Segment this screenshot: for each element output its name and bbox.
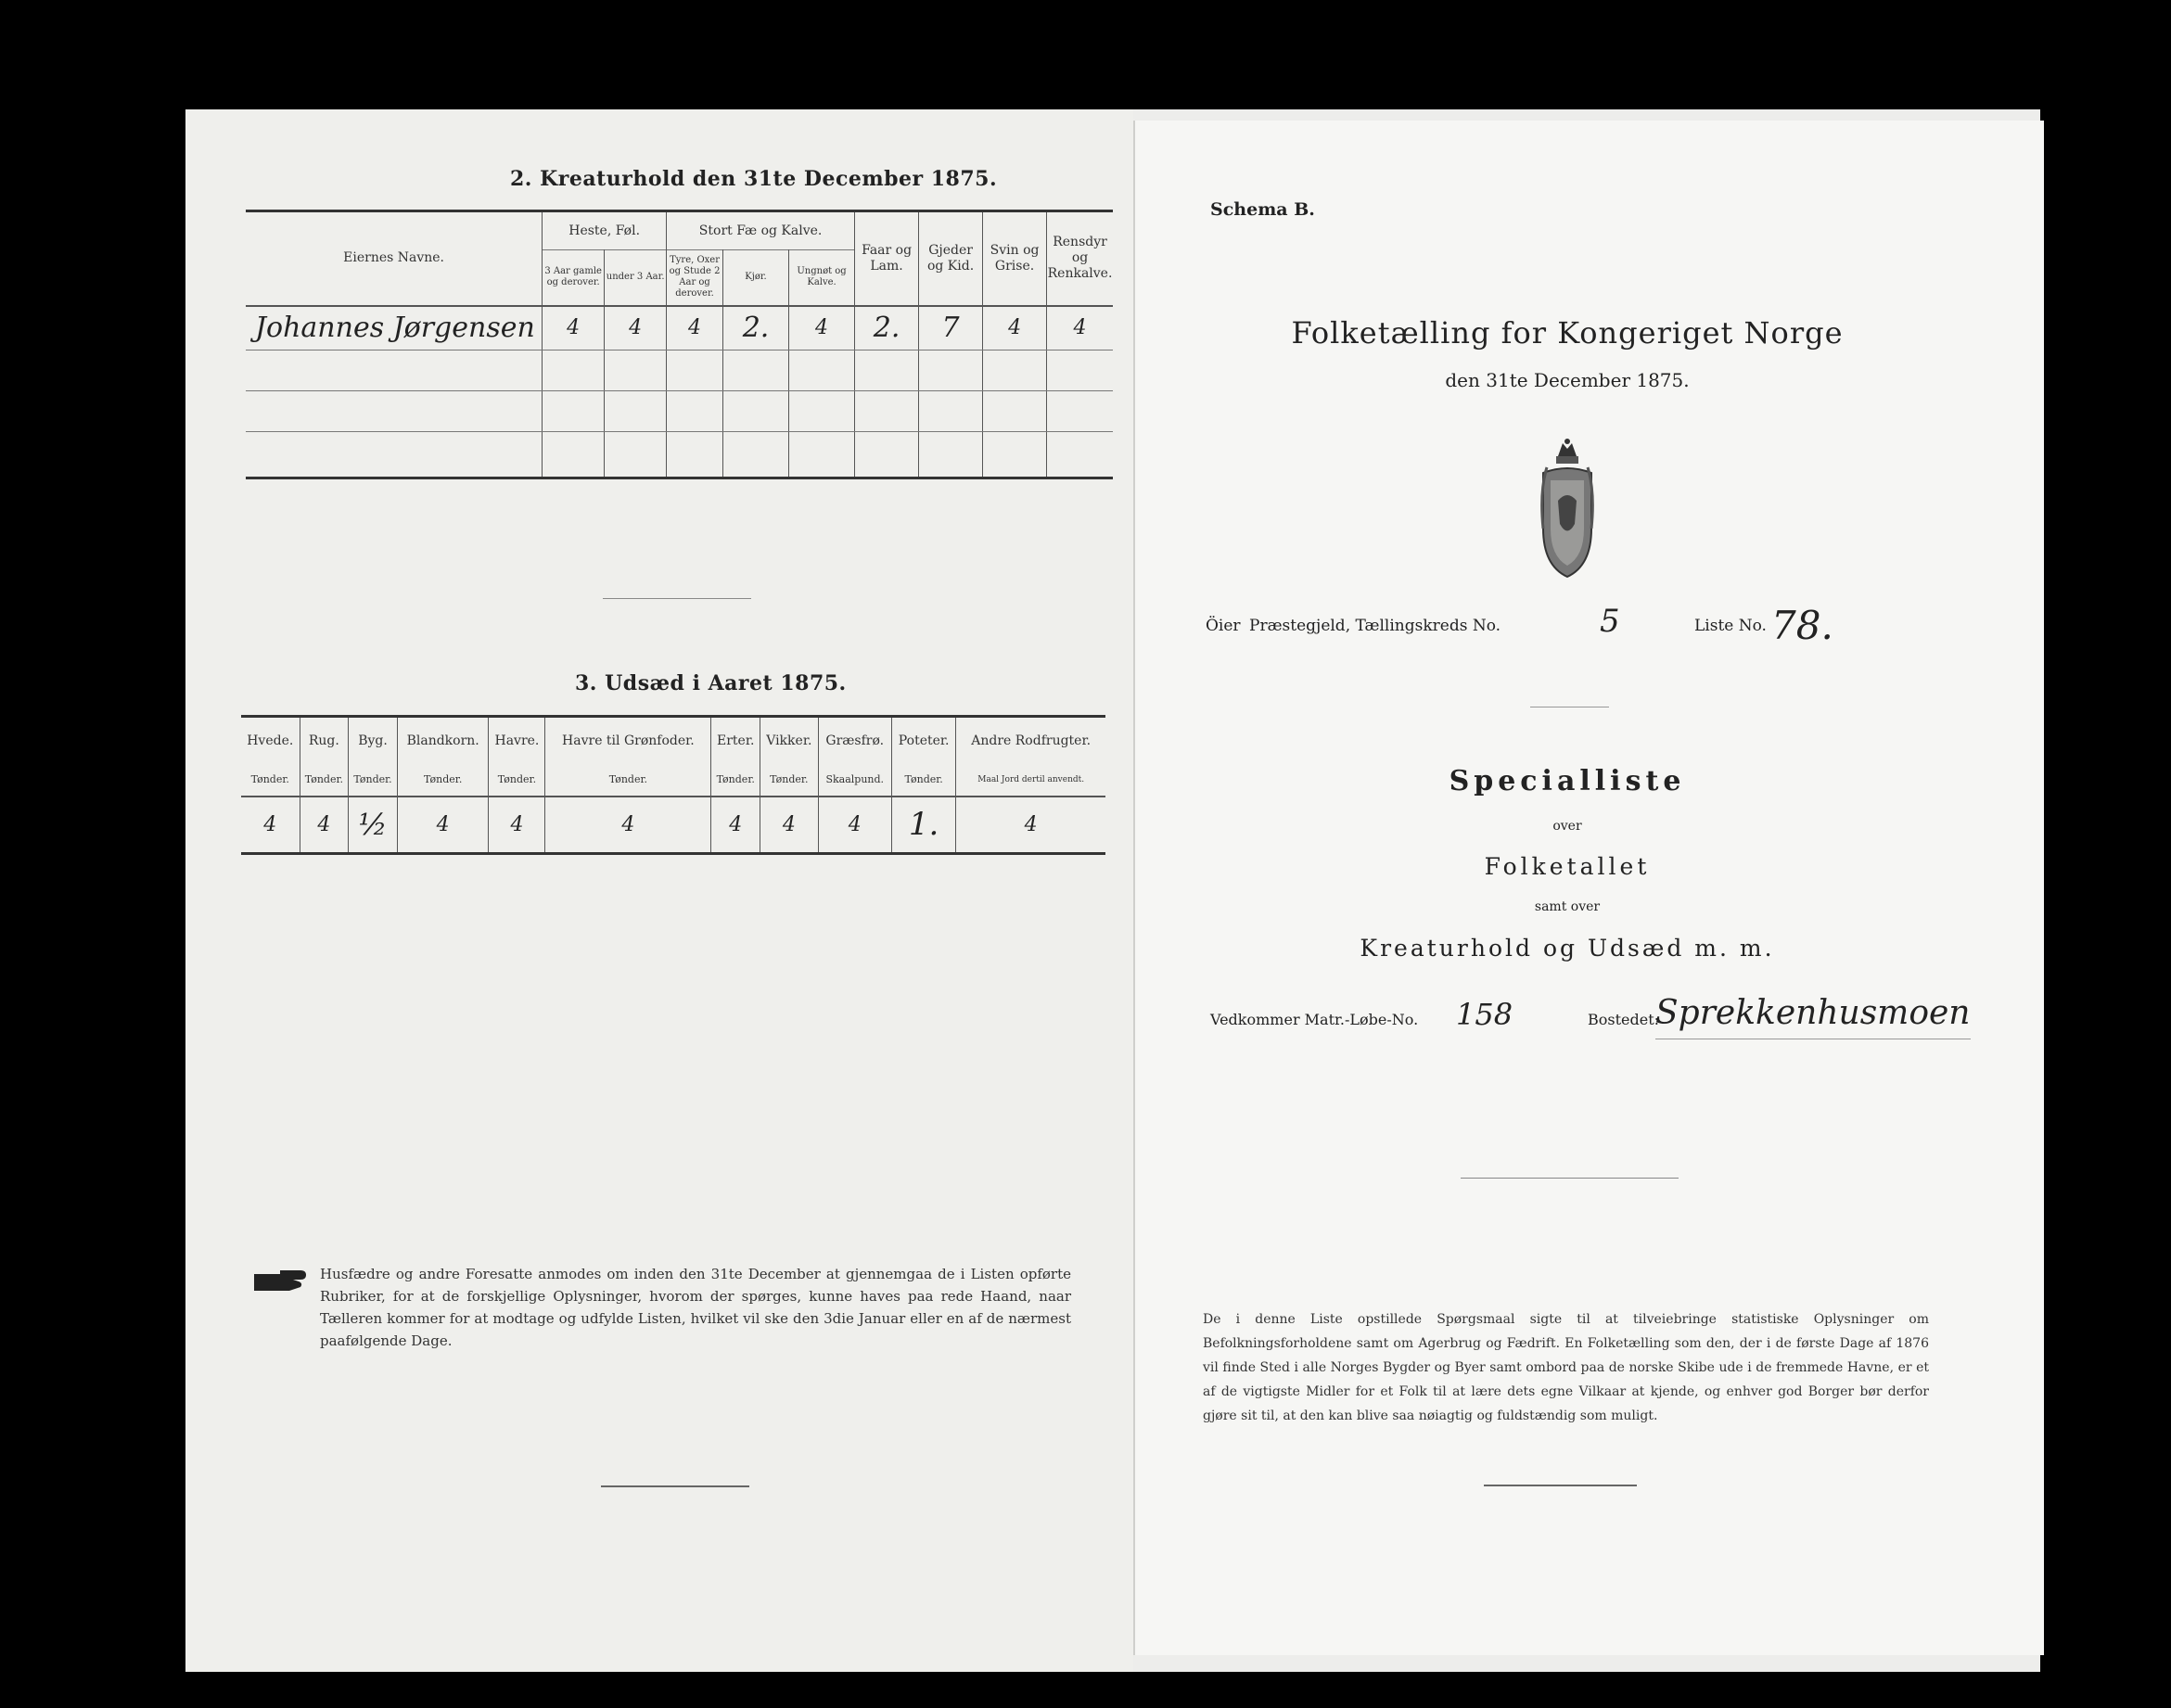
seed-col-unit: Tønder. (241, 765, 300, 797)
seed-value: 4 (397, 797, 489, 854)
seed-col-header: Poteter. (891, 717, 955, 765)
divider (601, 1485, 749, 1487)
table-row (246, 351, 1113, 391)
sub-horses-old: 3 Aar gamle og derover. (543, 250, 605, 306)
divider (603, 598, 751, 599)
seed-value: 4 (711, 797, 760, 854)
col-cattle-header: Stort Fæ og Kalve. (667, 211, 855, 250)
col-owner-header: Eiernes Navne. (246, 211, 543, 306)
parish-name: Öier (1206, 617, 1241, 635)
table-row (246, 391, 1113, 432)
col-reindeer-header: Rensdyr og Renkalve. (1047, 211, 1113, 306)
section2-title: 2. Kreaturhold den 31te December 1875. (510, 167, 998, 191)
parish-label: Præstegjeld, Tællingskreds No. (1249, 617, 1501, 635)
kreds-number: 5 (1600, 603, 1620, 640)
cell-cattle-young: 4 (789, 306, 855, 351)
seed-value: 1. (891, 797, 955, 854)
seed-value: 4 (760, 797, 819, 854)
seed-col-header: Blandkorn. (397, 717, 489, 765)
census-date: den 31te December 1875. (1445, 369, 1690, 391)
seed-col-header: Andre Rodfrugter. (956, 717, 1105, 765)
cell-sheep: 2. (855, 306, 919, 351)
bosted-name: Sprekkenhusmoen (1655, 994, 1971, 1032)
coat-of-arms-icon (1530, 436, 1604, 584)
seed-col-unit: Tønder. (489, 765, 545, 797)
cell-horses-young: 4 (605, 306, 667, 351)
seed-col-header: Hvede. (241, 717, 300, 765)
cell-cattle-cows: 2. (723, 306, 789, 351)
cell-horses-old: 4 (543, 306, 605, 351)
owner-name: Johannes Jørgensen (246, 306, 543, 351)
census-title: Folketælling for Kongeriget Norge (1291, 315, 1844, 351)
folketallet-label: Folketallet (1484, 853, 1651, 880)
seed-value: ½ (349, 797, 398, 854)
liste-number: 78. (1771, 603, 1833, 648)
seed-col-header: Erter. (711, 717, 760, 765)
col-goats-header: Gjeder og Kid. (919, 211, 983, 306)
seed-col-header: Rug. (300, 717, 349, 765)
seed-value: 4 (489, 797, 545, 854)
liste-label: Liste No. (1694, 617, 1767, 635)
livestock-table (246, 210, 1113, 479)
over-label: over (1552, 819, 1582, 834)
seed-col-unit: Tønder. (397, 765, 489, 797)
seed-col-header: Havre til Grønfoder. (545, 717, 711, 765)
cell-reindeer: 4 (1047, 306, 1113, 351)
specialliste-title: Specialliste (1449, 765, 1686, 797)
seed-col-header: Havre. (489, 717, 545, 765)
seed-col-unit: Tønder. (545, 765, 711, 797)
seed-col-unit: Tønder. (760, 765, 819, 797)
col-horses-header: Heste, Føl. (543, 211, 667, 250)
seed-value: 4 (300, 797, 349, 854)
kreaturhold-label: Kreaturhold og Udsæd m. m. (1360, 935, 1775, 962)
seed-value: 4 (545, 797, 711, 854)
seed-col-header: Vikker. (760, 717, 819, 765)
col-pigs-header: Svin og Grise. (983, 211, 1047, 306)
seed-col-header: Byg. (349, 717, 398, 765)
matr-label: Vedkommer Matr.-Løbe-No. (1210, 1011, 1419, 1028)
col-sheep-header: Faar og Lam. (855, 211, 919, 306)
bosted-label: Bostedet: (1588, 1011, 1660, 1028)
matr-number: 158 (1456, 997, 1513, 1032)
table-row (246, 432, 1113, 478)
seed-col-unit: Maal Jord dertil anvendt. (956, 765, 1105, 797)
seed-col-unit: Skaalpund. (818, 765, 891, 797)
seed-col-unit: Tønder. (711, 765, 760, 797)
cell-goats: 7 (919, 306, 983, 351)
samt-over-label: samt over (1534, 899, 1601, 914)
sub-cattle-young: Ungnøt og Kalve. (789, 250, 855, 306)
sub-horses-young: under 3 Aar. (605, 250, 667, 306)
pointing-hand-icon (252, 1267, 310, 1294)
seed-value: 4 (241, 797, 300, 854)
seed-value: 4 (818, 797, 891, 854)
schema-label: Schema B. (1210, 199, 1315, 220)
divider (1484, 1485, 1637, 1486)
seed-col-unit: Tønder. (300, 765, 349, 797)
notice-text: Husfædre og andre Foresatte anmodes om inden den 31te December at gjennemgaa de i Listen opførte Rubriker, for at de forskjellige Oplysninger, hvorom der spørges, kunne haves paa rede Haand, naar Tælleren kommer for at modtage og udfylde Listen, hvilket vil ske den 3die Januar eller en af de nærmest paafølgende Dage. (320, 1266, 1071, 1349)
seed-col-header: Græsfrø. (818, 717, 891, 765)
sub-cattle-bulls: Tyre, Oxer og Stude 2 Aar og derover. (667, 250, 723, 306)
seed-col-unit: Tønder. (891, 765, 955, 797)
divider (1461, 1178, 1679, 1179)
sub-cattle-cows: Kjør. (723, 250, 789, 306)
seed-col-unit: Tønder. (349, 765, 398, 797)
footnote-text: De i denne Liste opstillede Spørgsmaal sigte til at tilveiebringe statistiske Oplysninger om Befolkningsforholdene samt om Agerbrug og Fædrift. En Folketælling som den, der i de første Dage af 1876 vil finde Sted i alle Norges Bygder og Byer samt ombord paa de norske Skibe ude i de fremmede Havne, er et af de vigtigste Midler for et Folk til at lære dets egne Vilkaar at kjende, og enhver god Borger bør derfor gjøre sit til, at den kan blive saa nøiagtig og fuldstændig som muligt. (1203, 1312, 1929, 1423)
section3-title: 3. Udsæd i Aaret 1875. (575, 671, 847, 695)
seed-value: 4 (956, 797, 1105, 854)
cell-cattle-bulls: 4 (667, 306, 723, 351)
seed-table (241, 715, 1105, 855)
cell-pigs: 4 (983, 306, 1047, 351)
